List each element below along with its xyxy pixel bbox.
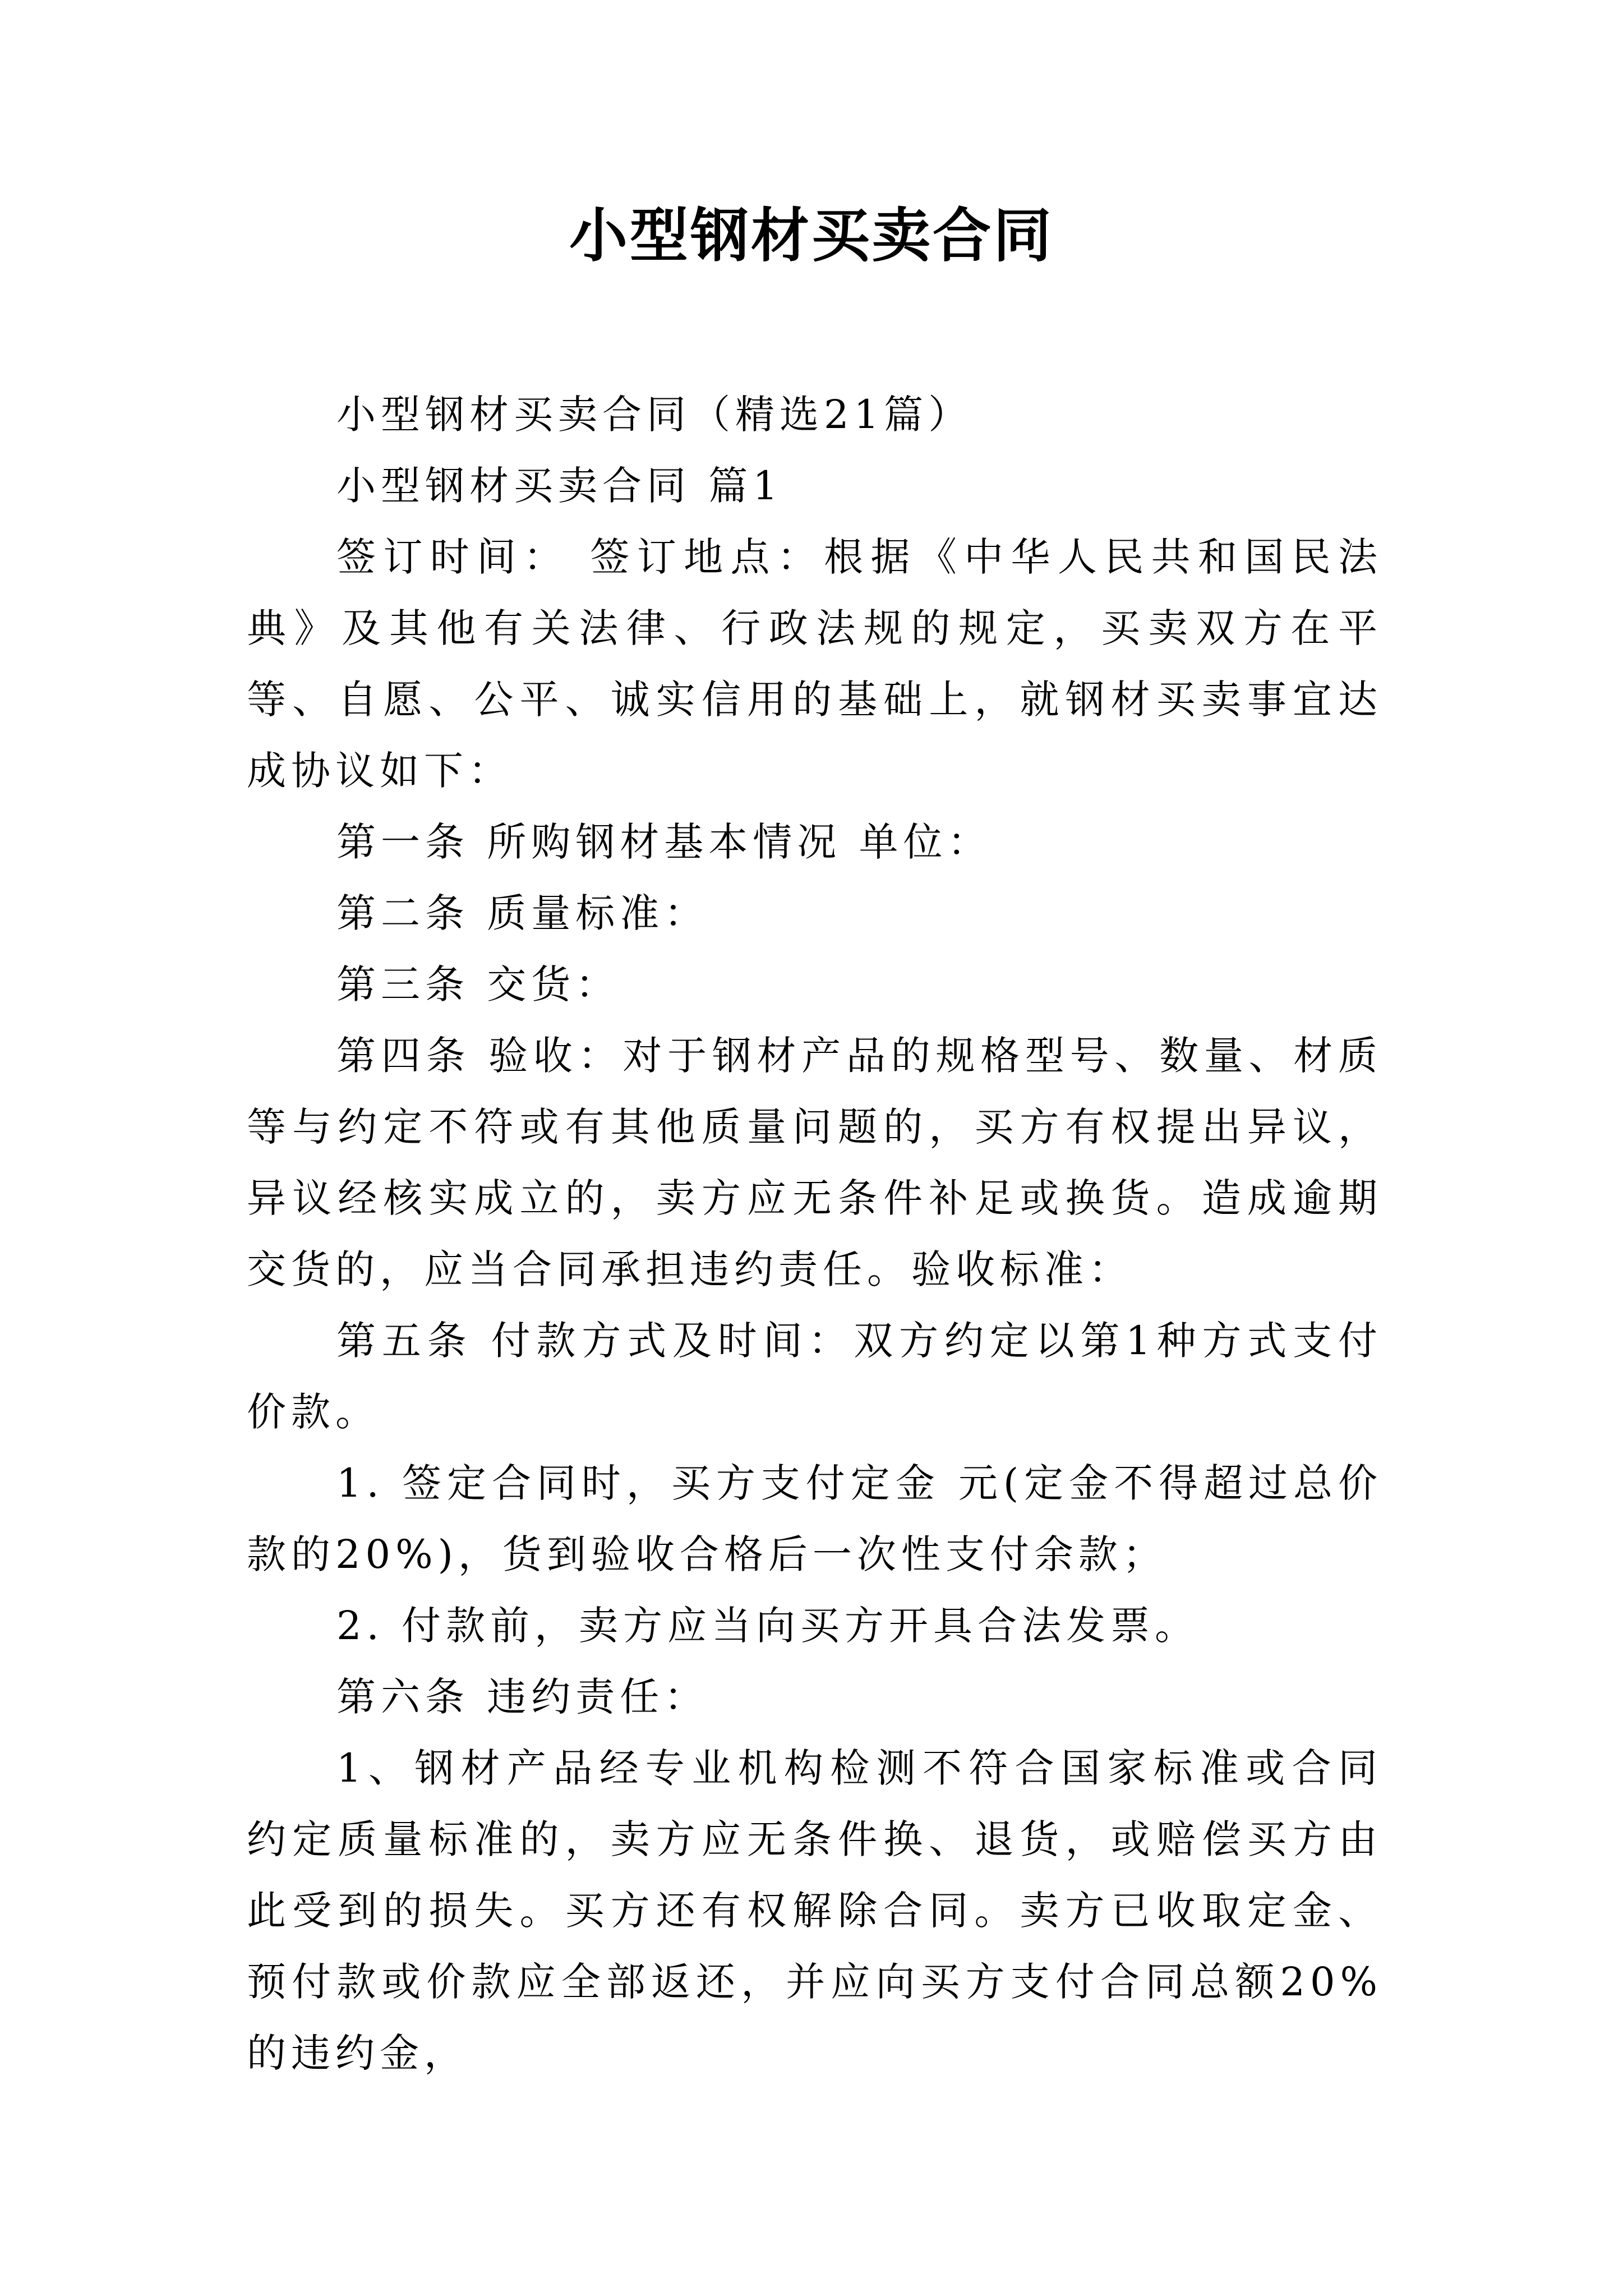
article-4: 第四条 验收：对于钢材产品的规格型号、数量、材质等与约定不符或有其他质量问题的，买方有权提出异议，异议经核实成立的，卖方应无条件补足或换货。造成逾期交货的，应当合同承担违约责任。验收标准： [247,1033,1382,1292]
article-6: 第六条 违约责任： [336,1674,709,1720]
document-body [247,379,1382,2089]
preamble-paragraph: 签订时间： 签订地点：根据《中华人民共和国民法典》及其他有关法律、行政法规的规定，买卖双方在平等、自愿、公平、诚实信用的基础上，就钢材买卖事宜达成协议如下： [247,534,1382,794]
subtitle-paragraph: 小型钢材买卖合同（精选21篇） [336,392,973,438]
article-3: 第三条 交货： [336,961,620,1007]
article-5: 第五条 付款方式及时间：双方约定以第1种方式支付价款。 [247,1318,1382,1435]
article-6-item-1: 1、钢材产品经专业机构检测不符合国家标准或合同约定质量标准的，卖方应无条件换、退货，或赔偿买方由此受到的损失。买方还有权解除合同。卖方已收取定金、预付款或价款应全部返还，并应向买方支付合同总额20%的违约金， [247,1745,1382,2076]
article-2: 第二条 质量标准： [336,890,709,936]
article-5-item-1: 1. 签定合同时，买方支付定金 元(定金不得超过总价款的20%)，货到验收合格后一次性支付余款； [247,1460,1382,1577]
section-heading: 小型钢材买卖合同 篇1 [336,463,783,509]
article-5-item-2: 2. 付款前，卖方应当向买方开具合法发票。 [336,1603,1200,1649]
document-title: 小型钢材买卖合同 [569,201,1054,270]
article-1: 第一条 所购钢材基本情况 单位： [336,819,992,865]
